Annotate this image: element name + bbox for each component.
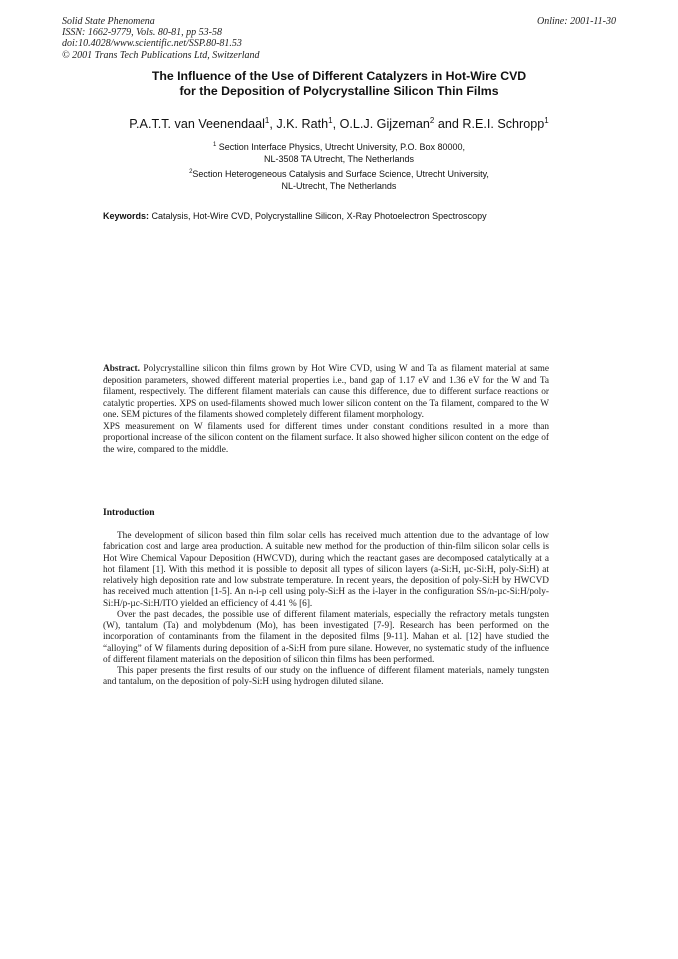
- author-affiliation-mark: 1: [264, 116, 270, 125]
- paper-title: [62, 69, 616, 99]
- title-line-2: for the Deposition of Polycrystalline Silicon Thin Films: [179, 84, 499, 98]
- intro-paragraph-3: This paper presents the first results of our study on the influence of different filament materials, namely tungsten and tantalum, on the deposition of poly-Si:H using hydrogen diluted silane.: [103, 666, 549, 688]
- affiliation-1-line-2: NL-3508 TA Utrecht, The Netherlands: [263, 153, 415, 164]
- keywords: [103, 211, 487, 221]
- affiliation-2: [62, 167, 616, 192]
- doi-line: doi:10.4028/www.scientific.net/SSP.80-81.53: [62, 38, 242, 50]
- issn-line: ISSN: 1662-9779, Vols. 80-81, pp 53-58: [62, 27, 222, 39]
- affiliation-2-line-2: NL-Utrecht, The Netherlands: [281, 180, 397, 191]
- intro-paragraph-1: The development of silicon based thin film solar cells has received much attention due to the advantage of low fabrication cost and large area production. A suitable new method for the production of thin-film silicon solar cells is Hot Wire Chemical Vapour Deposition (HWCVD), during which the reactant gases are decomposed catalytically at a hot filament [1]. With this method it is possible to deposit all types of silicon layers (a-Si:H, µc-Si:H, poly-Si:H) at relatively high deposition rate and low substrate temperature. In recent years, the deposition of poly-Si:H by HWCVD has received much attention [1-5]. An n-i-p cell using poly-Si:H as the i-layer in the configuration SS/n-µc-Si:H/poly-Si:H/p-µc-Si:H/ITO yielded an efficiency of 4.41 % [6].: [103, 531, 549, 609]
- author-separator: ,: [269, 117, 277, 131]
- author-name: P.A.T.T. van Veenendaal: [129, 117, 265, 131]
- author-name: O.L.J. Gijzeman: [339, 117, 430, 131]
- author-list: [62, 116, 616, 131]
- affiliation-1-line-1: $^1$ Section Interface Physics, Utrecht University, P.O. Box 80000,: [212, 142, 466, 152]
- journal-name: Solid State Phenomena: [62, 16, 155, 27]
- author-separator: ,: [332, 117, 340, 131]
- author-affiliation-mark: 1: [544, 116, 549, 125]
- affiliation-2-line-1: $^2$Section Heterogeneous Catalysis and Surface Science, Utrecht University,: [189, 169, 489, 179]
- abstract: [103, 364, 549, 456]
- author-name: J.K. Rath: [276, 117, 329, 131]
- title-line-1: The Influence of the Use of Different Catalyzers in Hot-Wire CVD: [151, 69, 527, 83]
- abstract-paragraph-2: XPS measurement on W filaments used for different times under constant conditions resulted in a more than proportional increase of the silicon content on the filament surface. It also showed higher silicon content on the edge of the wire, compared to the middle.: [103, 421, 549, 455]
- author-affiliation-mark: 2: [429, 116, 435, 125]
- keywords-text: Catalysis, Hot-Wire CVD, Polycrystalline Silicon, X-Ray Photoelectron Spectroscopy: [149, 211, 487, 221]
- author-affiliation-mark: 1: [328, 116, 333, 125]
- online-date: Online: 2001-11-30: [537, 16, 616, 27]
- intro-paragraph-2: Over the past decades, the possible use of different filament materials, especially the refractory metals tungsten (W), tantalum (Ta) and molybdenum (Mo), has been investigated [7-9]. Research has been performed on the incorporation of contaminants from the filament in the deposited films [9-11]. Mahan et al. [12] have studied the “alloying” of W filaments during deposition of a-Si:H from pure silane. However, no systematic study of the influence of different filament materials on the deposition of silicon thin films has been performed.: [103, 609, 549, 665]
- author-separator: and: [434, 117, 463, 131]
- introduction-heading: Introduction: [103, 508, 155, 518]
- introduction-body: [103, 531, 549, 689]
- author-name: R.E.I. Schropp: [462, 117, 545, 131]
- affiliation-mark: 1: [212, 142, 217, 148]
- publication-header: [62, 16, 260, 61]
- affiliation-1: [62, 140, 616, 165]
- affiliation-mark: 2: [189, 169, 193, 175]
- abstract-label: Abstract.: [103, 364, 140, 374]
- copyright-line: © 2001 Trans Tech Publications Ltd, Switzerland: [62, 49, 260, 61]
- keywords-label: Keywords:: [103, 211, 150, 221]
- abstract-paragraph-1: Abstract. Polycrystalline silicon thin films grown by Hot Wire CVD, using W and Ta as filament material at same deposition parameters, showed different material properties i.e., band gap of 1.17 eV and 1.36 eV for the W and Ta filament, respectively. The different filament materials can cause this difference, due to different surface reactions or catalytic properties. XPS on used-filaments showed much lower silicon content on the Ta filament, compared to the W one. SEM pictures of the filaments showed completely different filament morphology.: [103, 364, 549, 420]
